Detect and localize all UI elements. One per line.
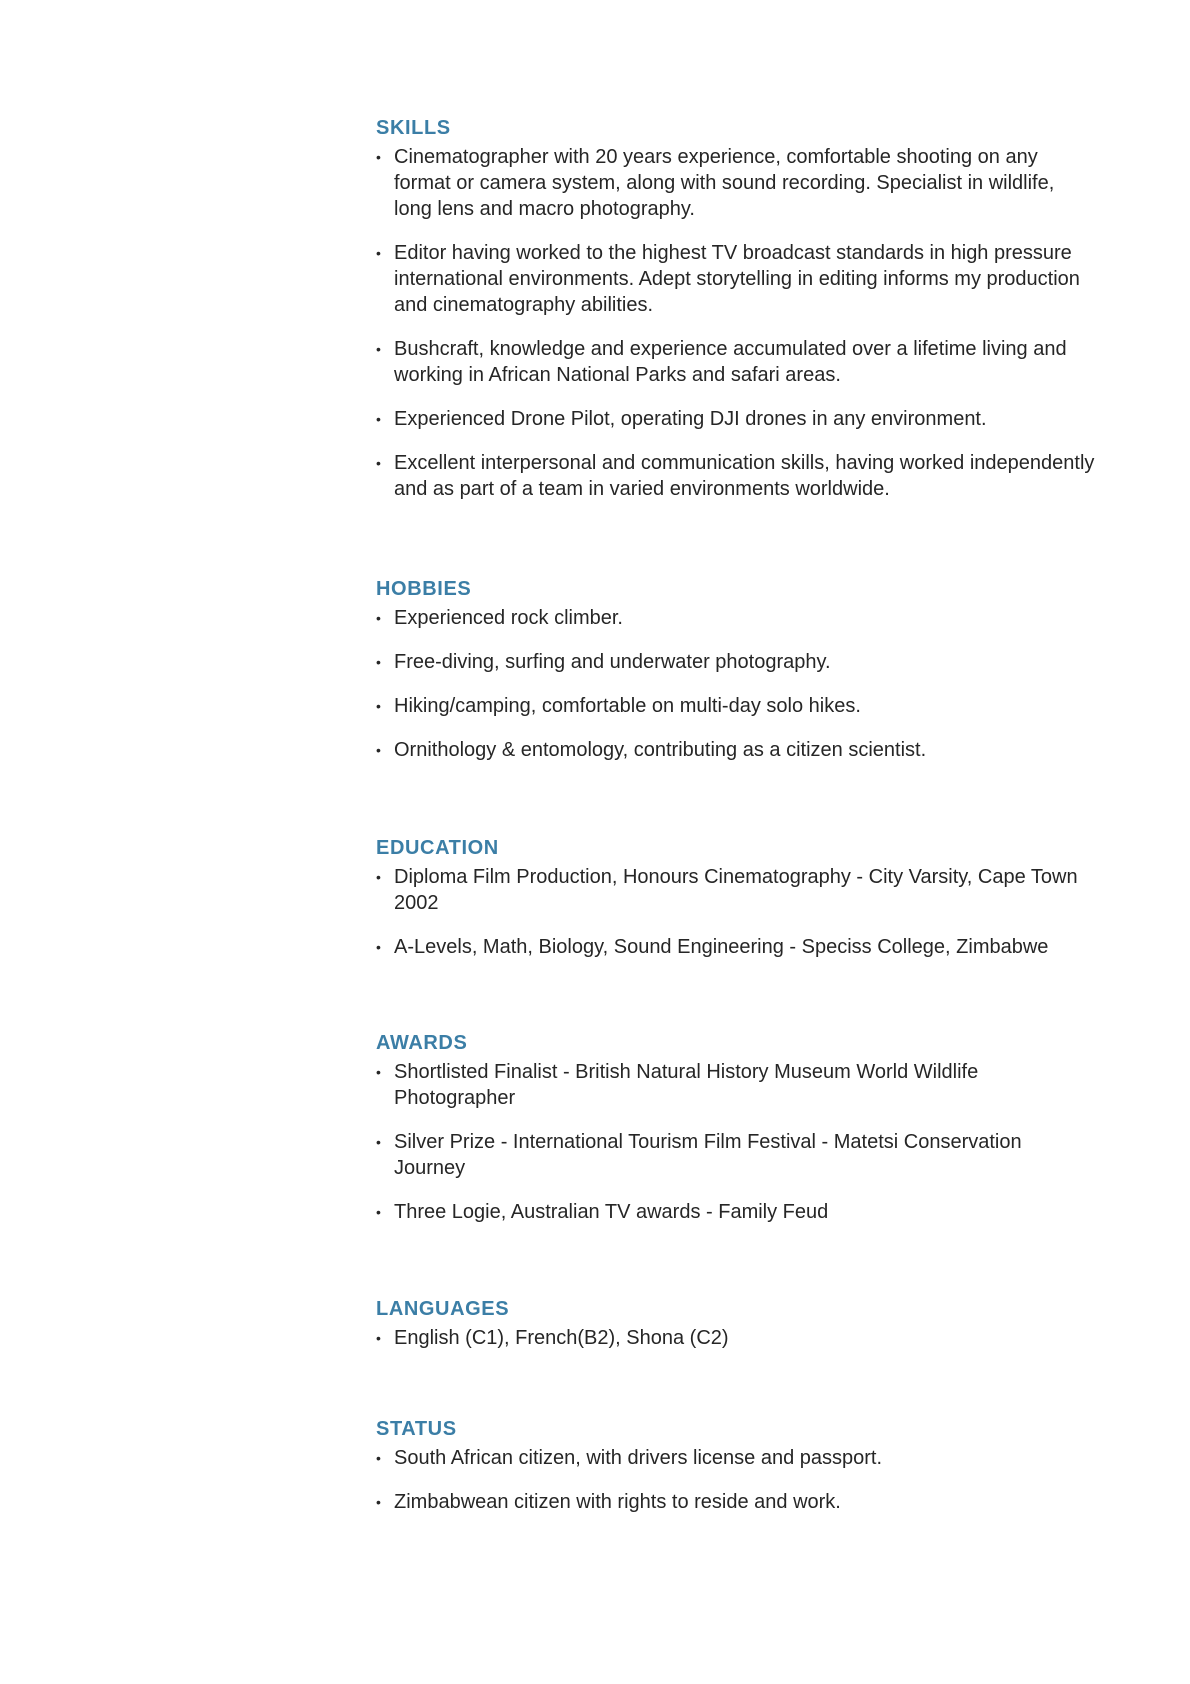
list-item xyxy=(376,450,1096,502)
status-section xyxy=(376,1416,1096,1515)
skills-list xyxy=(376,144,1096,502)
bullet-icon: • xyxy=(376,149,381,165)
list-item xyxy=(376,1199,1096,1225)
list-item-text: Excellent interpersonal and communication skills, having worked independently and as part of a team in varied environments worldwide. xyxy=(394,452,1095,500)
list-item xyxy=(376,406,1096,432)
bullet-icon: • xyxy=(376,742,381,758)
list-item xyxy=(376,336,1096,388)
list-item-text: Bushcraft, knowledge and experience accumulated over a lifetime living and working in African National Parks and safari areas. xyxy=(394,338,1067,386)
list-item xyxy=(376,649,1096,675)
list-item xyxy=(376,1129,1096,1181)
hobbies-section xyxy=(376,576,1096,763)
list-item-text: Three Logie, Australian TV awards - Family Feud xyxy=(394,1201,829,1223)
list-item xyxy=(376,240,1096,318)
list-item-text: Experienced Drone Pilot, operating DJI drones in any environment. xyxy=(394,408,987,430)
bullet-icon: • xyxy=(376,1064,381,1080)
list-item-text: Shortlisted Finalist - British Natural History Museum World Wildlife Photographer xyxy=(394,1061,979,1109)
list-item xyxy=(376,737,1096,763)
list-item-text: A-Levels, Math, Biology, Sound Engineering - Speciss College, Zimbabwe xyxy=(394,936,1049,958)
bullet-icon: • xyxy=(376,455,381,471)
languages-section xyxy=(376,1296,1096,1351)
list-item-text: English (C1), French(B2), Shona (C2) xyxy=(394,1327,729,1349)
bullet-icon: • xyxy=(376,939,381,955)
list-item xyxy=(376,1059,1096,1111)
bullet-icon: • xyxy=(376,654,381,670)
list-item-text: Silver Prize - International Tourism Film Festival - Matetsi Conservation Journey xyxy=(394,1131,1022,1179)
education-section xyxy=(376,835,1096,960)
hobbies-list xyxy=(376,605,1096,763)
list-item xyxy=(376,144,1096,222)
skills-section xyxy=(376,115,1096,502)
list-item-text: Editor having worked to the highest TV broadcast standards in high pressure international environments. Adept storytelling in editing informs my production and cinematography abilities. xyxy=(394,242,1080,316)
list-item-text: Zimbabwean citizen with rights to reside and work. xyxy=(394,1491,841,1513)
list-item-text: South African citizen, with drivers license and passport. xyxy=(394,1447,883,1469)
list-item-text: Diploma Film Production, Honours Cinematography - City Varsity, Cape Town 2002 xyxy=(394,866,1078,914)
education-list xyxy=(376,864,1096,960)
list-item-text: Ornithology & entomology, contributing as a citizen scientist. xyxy=(394,739,927,761)
bullet-icon: • xyxy=(376,1204,381,1220)
status-list xyxy=(376,1445,1096,1515)
awards-heading: AWARDS xyxy=(376,1032,468,1054)
list-item-text: Hiking/camping, comfortable on multi-day solo hikes. xyxy=(394,695,861,717)
list-item xyxy=(376,1325,1096,1351)
list-item xyxy=(376,1489,1096,1515)
list-item-text: Cinematographer with 20 years experience, comfortable shooting on any format or camera system, along with sound recording. Specialist in wildlife, long lens and macro photography. xyxy=(394,146,1055,220)
bullet-icon: • xyxy=(376,1134,381,1150)
bullet-icon: • xyxy=(376,1330,381,1346)
list-item xyxy=(376,1445,1096,1471)
list-item-text: Experienced rock climber. xyxy=(394,607,623,629)
bullet-icon: • xyxy=(376,341,381,357)
list-item xyxy=(376,605,1096,631)
bullet-icon: • xyxy=(376,869,381,885)
languages-list xyxy=(376,1325,1096,1351)
bullet-icon: • xyxy=(376,1450,381,1466)
bullet-icon: • xyxy=(376,698,381,714)
list-item xyxy=(376,864,1096,916)
hobbies-heading: HOBBIES xyxy=(376,578,472,600)
list-item xyxy=(376,693,1096,719)
list-item-text: Free-diving, surfing and underwater photography. xyxy=(394,651,831,673)
skills-heading: SKILLS xyxy=(376,117,451,139)
bullet-icon: • xyxy=(376,245,381,261)
awards-section xyxy=(376,1030,1096,1225)
languages-heading: LANGUAGES xyxy=(376,1298,510,1320)
status-heading: STATUS xyxy=(376,1418,457,1440)
list-item xyxy=(376,934,1096,960)
bullet-icon: • xyxy=(376,1494,381,1510)
bullet-icon: • xyxy=(376,411,381,427)
education-heading: EDUCATION xyxy=(376,837,499,859)
bullet-icon: • xyxy=(376,610,381,626)
awards-list xyxy=(376,1059,1096,1225)
